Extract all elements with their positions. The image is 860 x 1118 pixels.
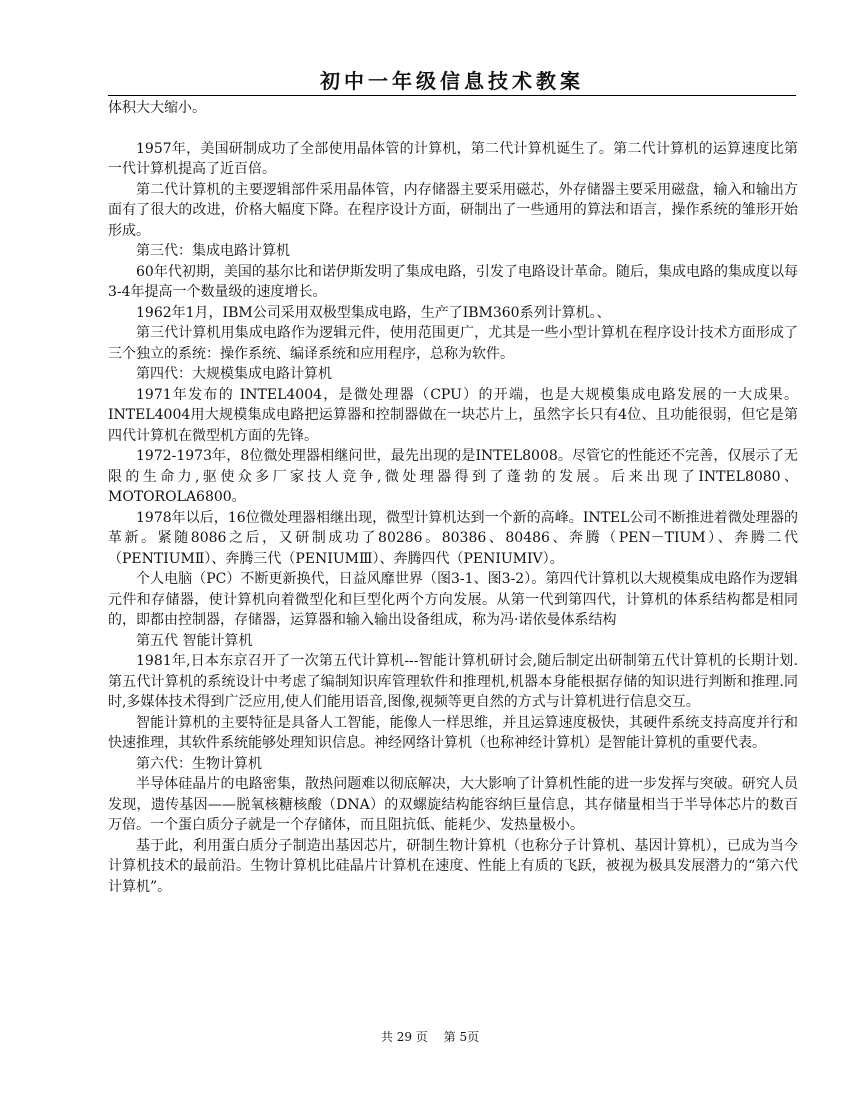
section-heading: 第六代：生物计算机 [136,755,262,772]
paragraph: 1981年,日本东京召开了一次第五代计算机---智能计算机研讨会,随后制定出研制第五代计算机的长期计划.第五代计算机的系统设计中考虑了编制知识库管理软件和推理机,机器本身能根据存储的知识进行判断和推理.同时,多媒体技术得到广泛应用,使人们能用语音,图像,视频等更自然的方式与计算机进行信息交互。 [108,653,798,710]
paragraph: 1972-1973年，8位微处理器相继问世，最先出现的是INTEL8008。尽管它的性能还不完善，仅展示了无限的生命力,驱使众多厂家技人竞争,微处理器得到了蓬勃的发展。后来出现了INTEL8080、MOTOROLA6800。 [108,448,798,505]
paragraph: 1957年，美国研制成功了全部使用晶体管的计算机，第二代计算机诞生了。第二代计算机的运算速度比第一代计算机提高了近百倍。 [108,140,798,177]
blank-line [108,119,798,139]
page-footer [0,1028,860,1045]
paragraph: 60年代初期，美国的基尔比和诺伊斯发明了集成电路，引发了电路设计革命。随后，集成电路的集成度以每3-4年提高一个数量级的速度增长。 [108,263,798,300]
page-header [108,64,796,96]
paragraph: 个人电脑（PC）不断更新换代，日益风靡世界（图3-1、图3-2）。第四代计算机以大规模集成电路作为逻辑元件和存储器，使计算机向着微型化和巨型化两个方向发展。从第一代到第四代，计算机的体系结构都是相同的，即都由控制器，存储器，运算器和输入输出设备组成，称为冯·诺依曼体系结构 [108,571,798,628]
paragraph: 智能计算机的主要特征是具备人工智能，能像人一样思维，并且运算速度极快，其硬件系统支持高度并行和快速推理，其软件系统能够处理知识信息。神经网络计算机（也称神经计算机）是智能计算机的重要代表。 [108,714,798,751]
paragraph: 基于此，利用蛋白质分子制造出基因芯片，研制生物计算机（也称分子计算机、基因计算机），已成为当今计算机技术的最前沿。生物计算机比硅晶片计算机在速度、性能上有质的飞跃，被视为极具发展潜力的“第六代计算机”。 [108,837,798,895]
page-number: 第 5页 [443,1030,480,1044]
paragraph: 半导体硅晶片的电路密集，散热问题难以彻底解决，大大影响了计算机性能的进一步发挥与突破。研究人员发现，遗传基因——脱氧核糖核酸（DNA）的双螺旋结构能容纳巨量信息，其存储量相当于半导体芯片的数百万倍。一个蛋白质分子就是一个存储体，而且阻抗低、能耗少、发热量极小。 [108,776,798,833]
paragraph: 1962年1月，IBM公司采用双极型集成电路，生产了IBM360系列计算机。、 [136,304,611,321]
paragraph: 1971年发布的 INTEL4004，是微处理器（CPU）的开端，也是大规模集成电路发展的一大成果。INTEL4004用大规模集成电路把运算器和控制器做在一块芯片上，虽然字长只有4位、且功能很弱，但它是第四代计算机在微型机方面的先锋。 [108,386,798,444]
section-heading: 第五代 智能计算机 [136,632,253,649]
total-pages: 共 29 页 [380,1030,428,1044]
paragraph: 体积大大缩小。 [108,100,206,116]
section-heading: 第三代：集成电路计算机 [136,243,290,259]
section-heading: 第四代：大规模集成电路计算机 [136,366,332,382]
paragraph: 第二代计算机的主要逻辑部件采用晶体管，内存储器主要采用磁芯，外存储器主要采用磁盘，输入和输出方面有了很大的改进，价格大幅度下降。在程序设计方面，研制出了一些通用的算法和语言，操作系统的雏形开始形成。 [108,181,798,239]
paragraph: 第三代计算机用集成电路作为逻辑元件，使用范围更广，尤其是一些小型计算机在程序设计技术方面形成了三个独立的系统：操作系统、编译系统和应用程序，总称为软件。 [108,325,798,362]
page-title: 初中一年级信息技术教案 [320,69,584,93]
paragraph: 1978年以后，16位微处理器相继出现，微型计算机达到一个新的高峰。INTEL公司不断推进着微处理器的革新。紧随8086之后，又研制成功了80286。80386、80486、奔腾（PEN－TIUM）、奔腾二代（PENTIUMⅡ）、奔腾三代（PENIUMⅢ）、奔腾四代（PENIUMIV）。 [108,509,798,567]
document-body [108,98,798,897]
